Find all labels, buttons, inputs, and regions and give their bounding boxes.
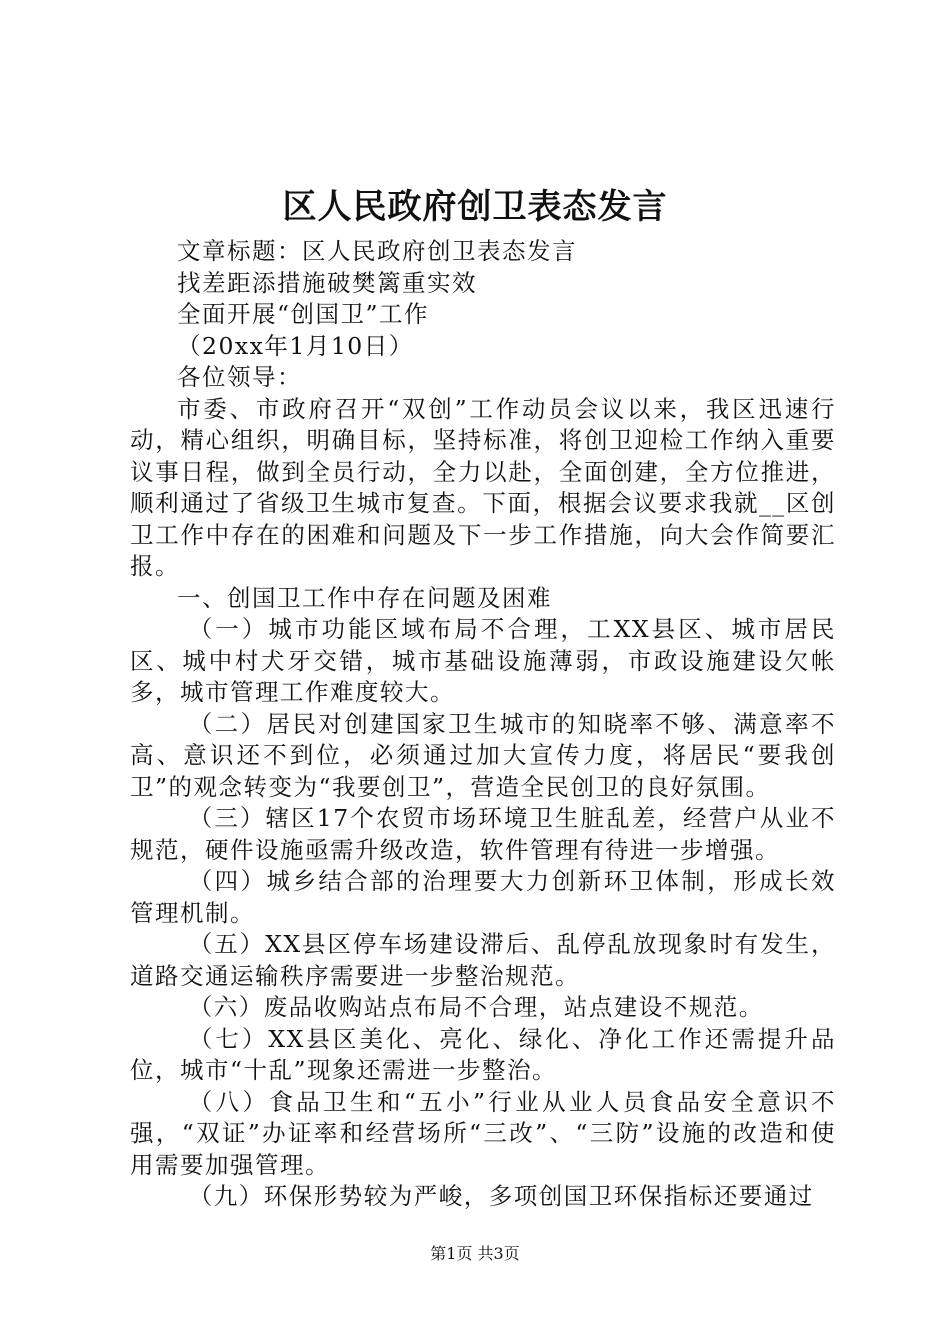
list-item-4: （四）城乡结合部的治理要大力创新环卫体制，形成长效管理机制。 — [130, 867, 836, 927]
page-footer: 第1页 共3页 — [430, 1244, 520, 1263]
paragraph-intro: 市委、市政府召开“双创”工作动员会议以来，我区迅速行动，精心组织，明确目标，坚持标准，将创卫迎检工作纳入重要议事日程，做到全员行动，全力以赴，全面创建，全方位推进，顺利通过了省级卫生城市复查。下面，根据会议要求我就__区创卫工作中存在的困难和问题及下一步工作措施，向大会作简要汇报。 — [130, 394, 836, 580]
list-item-3: （三）辖区17个农贸市场环境卫生脏乱差，经营户从业不规范，硬件设施亟需升级改造，软件管理有待进一步增强。 — [130, 804, 836, 864]
paragraph-date: （20xx年1月10日） — [177, 331, 414, 360]
list-item-5: （五）XX县区停车场建设滞后、乱停乱放现象时有发生，道路交通运输秩序需要进一步整治规范。 — [130, 930, 836, 990]
document-title: 区人民政府创卫表态发言 — [282, 187, 668, 227]
section-heading-1: 一、创国卫工作中存在问题及困难 — [177, 583, 552, 612]
paragraph-subtitle-1: 找差距添措施破樊篱重实效 — [177, 268, 477, 297]
list-item-2: （二）居民对创建国家卫生城市的知晓率不够、满意率不高、意识还不到位，必须通过加大宣传力度，将居民“要我创卫”的观念转变为“我要创卫”，营造全民创卫的良好氛围。 — [130, 709, 836, 801]
list-item-9: （九）环保形势较为严峻，多项创国卫环保指标还要通过 — [188, 1182, 814, 1210]
paragraph-salutation: 各位领导： — [177, 363, 302, 391]
list-item-8: （八）食品卫生和“五小”行业从业人员食品安全意识不强，“双证”办证率和经营场所“三改”、“三防”设施的改造和使用需要加强管理。 — [130, 1087, 836, 1179]
document-body — [130, 236, 836, 1213]
paragraph-subtitle-2: 全面开展“创国卫”工作 — [177, 300, 430, 328]
list-item-1: （一）城市功能区域布局不合理，工XX县区、城市居民区、城中村犬牙交错，城市基础设施薄弱，市政设施建设欠帐多，城市管理工作难度较大。 — [130, 615, 836, 706]
list-item-7: （七）XX县区美化、亮化、绿化、净化工作还需提升品位，城市“十乱”现象还需进一步整治。 — [130, 1024, 836, 1084]
list-item-6: （六）废品收购站点布局不合理，站点建设不规范。 — [188, 993, 764, 1021]
paragraph-article-title: 文章标题：区人民政府创卫表态发言 — [177, 237, 577, 265]
